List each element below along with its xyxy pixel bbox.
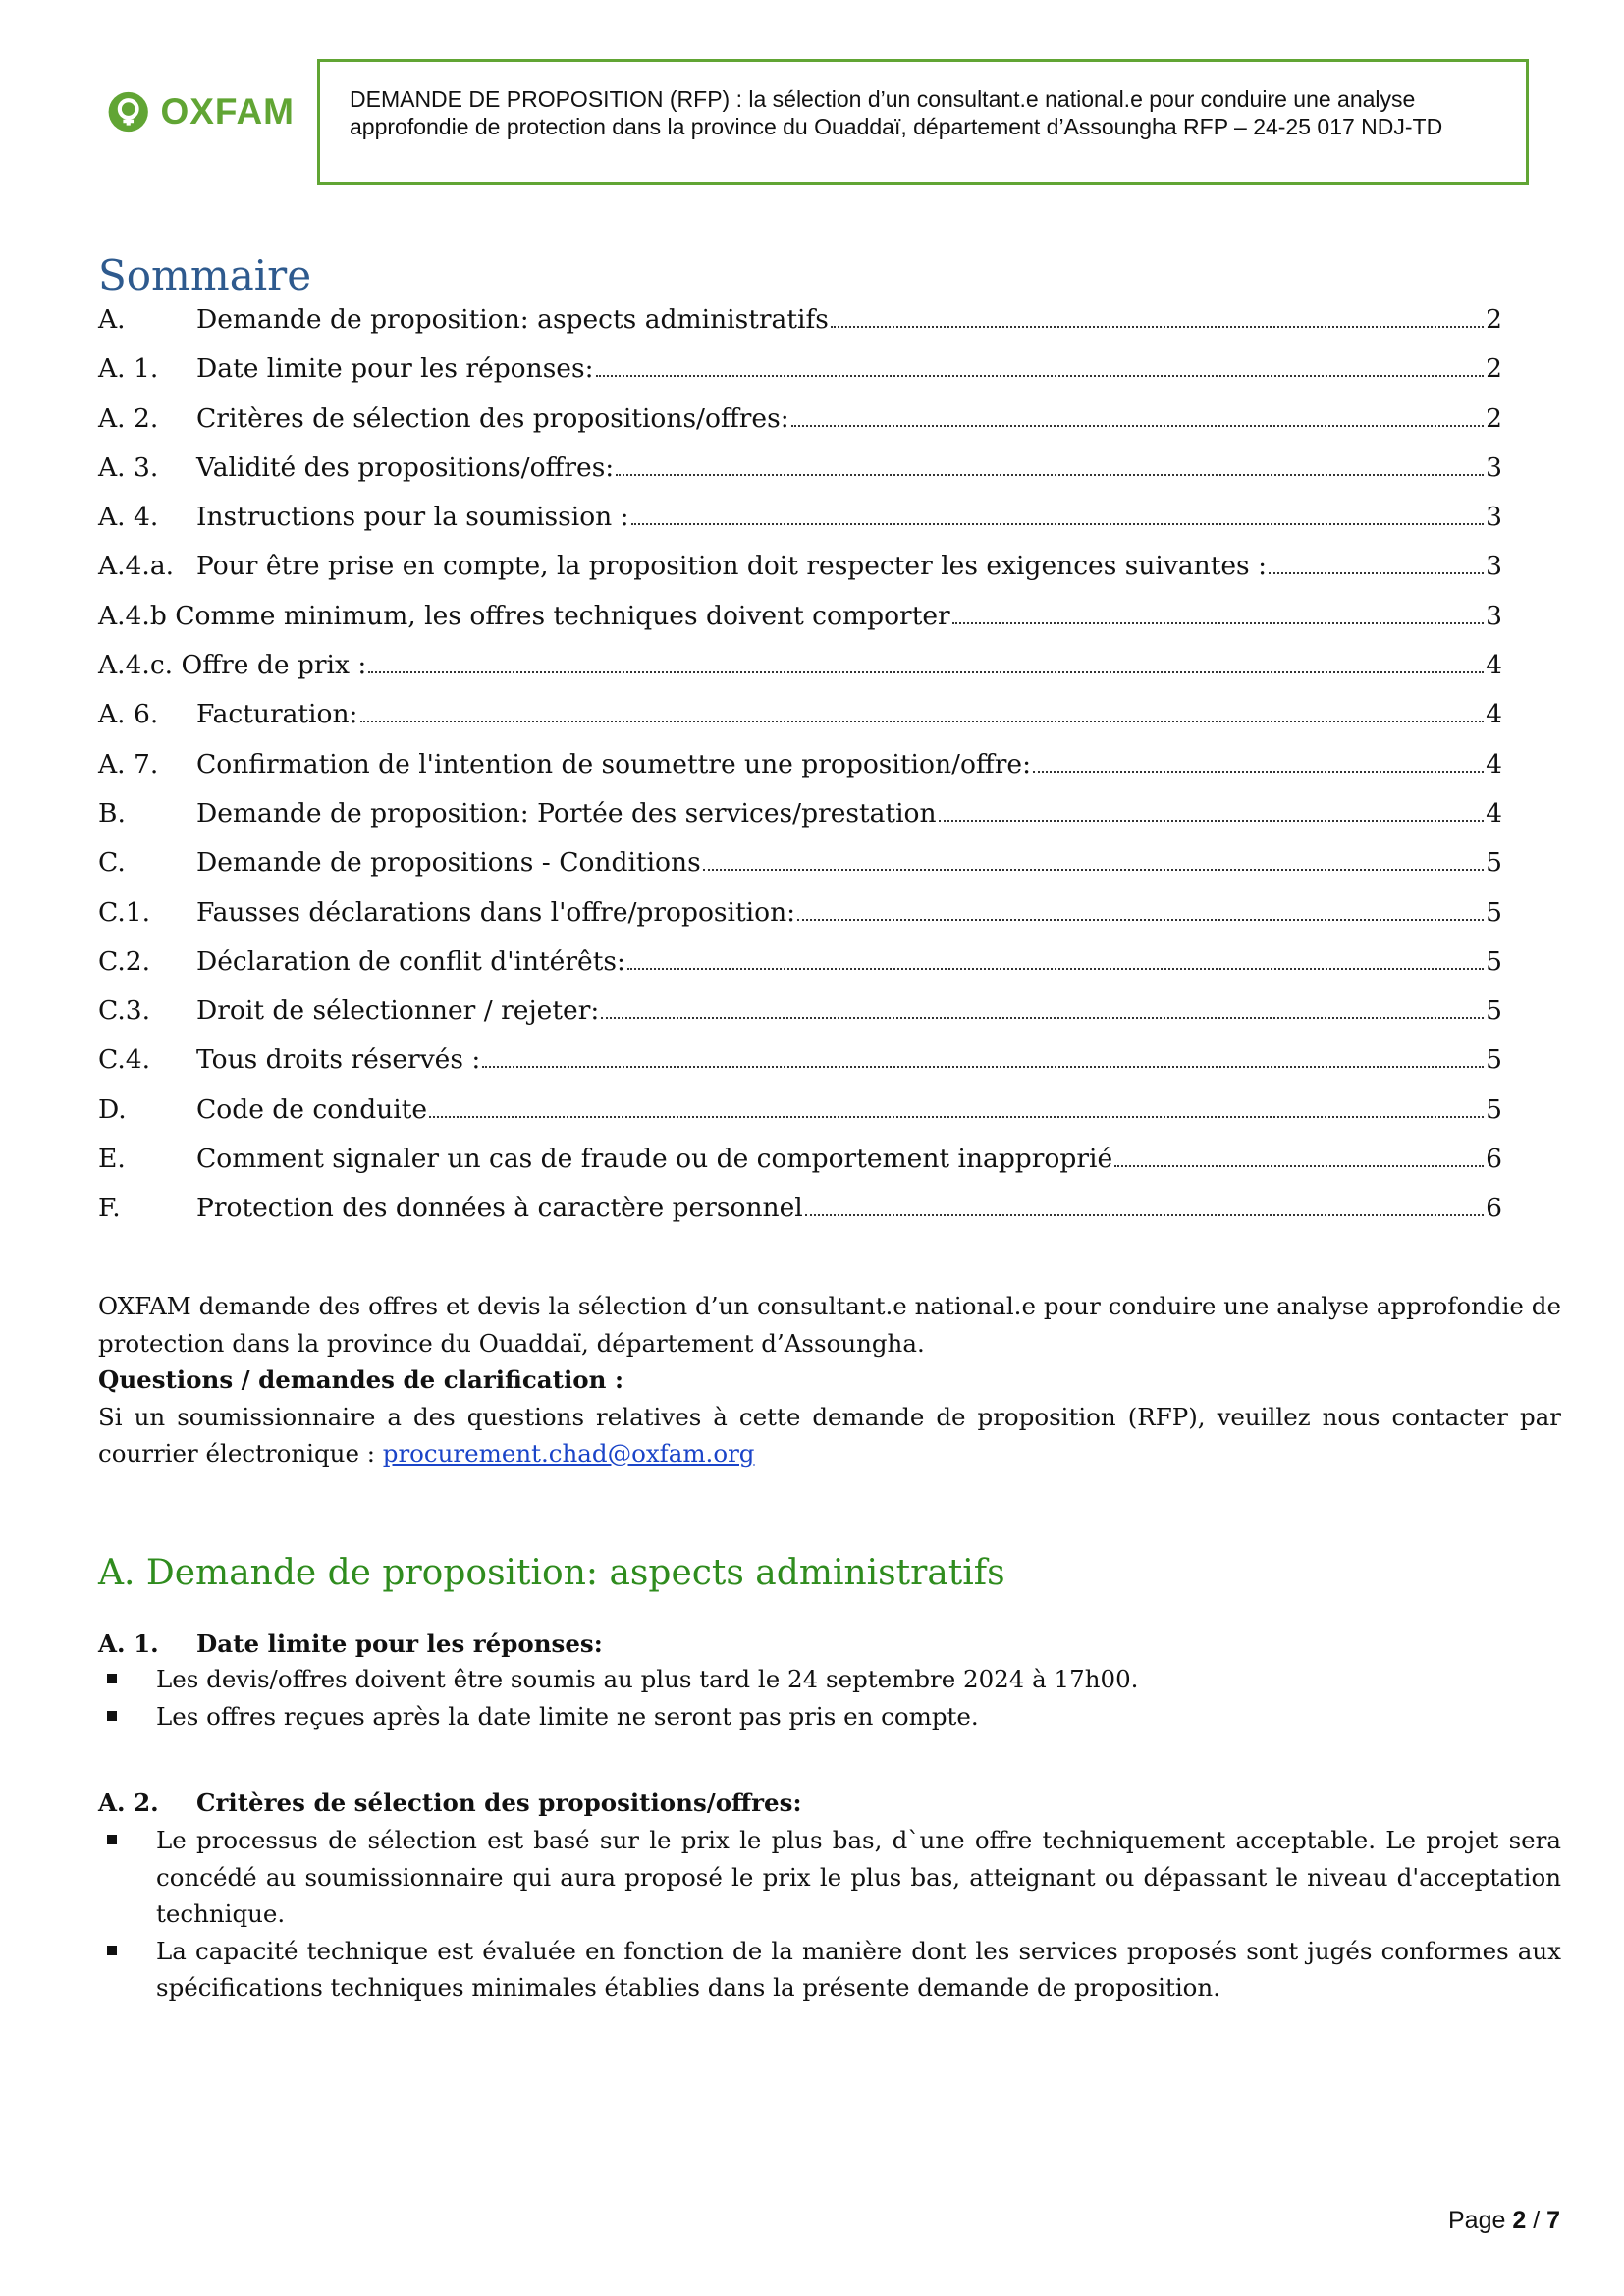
toc-entry[interactable] [98,897,1502,946]
toc-leader-dots [703,869,1484,871]
section-a2-bullets [98,1822,1561,2006]
toc-entry-label: Code de conduite [196,1094,428,1125]
toc-entry-number: A. 6. [98,699,159,730]
toc-entry[interactable] [98,601,1502,650]
document-header-title: DEMANDE DE PROPOSITION (RFP) : la sélection d’un consultant.e national.e pour conduire une analyse approfondie de protection dans la province du Ouaddaï, département d’Assoungha RFP – 24-25 017 NDJ-TD [350,86,1443,139]
toc-entry-number: C. [98,847,126,879]
email-link[interactable]: procurement.chad@oxfam.org [382,1439,755,1468]
toc-entry-label: Validité des propositions/offres: [196,452,615,483]
toc-entry-label: Demande de proposition: aspects administratifs [196,304,829,335]
toc-entry-label: Instructions pour la soumission : [196,502,629,533]
toc-leader-dots [791,425,1484,427]
toc-entry-page: 2 [1486,402,1502,434]
toc-entry[interactable] [98,699,1502,748]
toc-leader-dots [596,375,1485,377]
toc-entry-label: Facturation: [196,699,358,730]
toc-entry[interactable] [98,1144,1502,1193]
page-number [1448,2207,1560,2235]
toc-entry[interactable] [98,502,1502,551]
toc-leader-dots [805,1214,1484,1216]
toc-entry-page: 5 [1486,896,1502,928]
toc-leader-dots [368,671,1484,673]
toc-entry-label: Pour être prise en compte, la proposition doit respecter les exigences suivantes : [196,551,1268,582]
toc-entry-page: 4 [1486,797,1502,828]
toc-entry-page: 5 [1486,847,1502,879]
list-item [98,1933,1561,2006]
table-of-contents [98,304,1502,1243]
questions-heading: Questions / demandes de clarification : [98,1365,624,1394]
toc-entry-number: C.3. [98,995,151,1027]
toc-entry[interactable] [98,1193,1502,1242]
toc-entry-number: D. [98,1094,127,1125]
toc-entry-page: 5 [1486,945,1502,977]
toc-entry-page: 2 [1486,353,1502,385]
logo-wordmark: OXFAM [160,91,295,132]
toc-entry-number: C.4. [98,1044,151,1076]
toc-leader-dots [360,721,1485,722]
section-a2-heading [98,1789,801,1817]
toc-entry-number: A. [98,304,126,335]
toc-entry-number: F. [98,1193,121,1224]
toc-entry-label: Déclaration de conflit d'intérêts: [196,945,625,977]
toc-entry-page: 3 [1486,452,1502,483]
toc-entry-label: Comment signaler un cas de fraude ou de comportement inapproprié [196,1144,1113,1175]
toc-entry[interactable] [98,304,1502,353]
toc-entry-label: Droit de sélectionner / rejeter: [196,995,600,1027]
oxfam-logo-icon [108,78,148,146]
toc-entry-page: 4 [1486,699,1502,730]
questions-text: Si un soumissionnaire a des questions relatives à cette demande de proposition (RFP), veuillez nous contacter par courrier électronique : [98,1402,1561,1468]
toc-leader-dots [1033,771,1484,773]
toc-entry-label: Confirmation de l'intention de soumettre une proposition/offre: [196,748,1032,779]
toc-leader-dots [482,1066,1484,1068]
toc-entry-number: A. 3. [98,452,159,483]
toc-entry[interactable] [98,353,1502,402]
toc-entry-number: A. 2. [98,402,159,434]
toc-entry[interactable] [98,946,1502,995]
toc-entry-label: A.4.c. Offre de prix : [98,650,367,681]
bullet-text: Le processus de sélection est basé sur le prix le plus bas, d`une offre techniquement acceptable. Le projet sera concédé au soumissionnaire qui aura proposé le prix le plus bas, atteignant ou dépassant le niveau d'acceptation technique. [156,1826,1561,1928]
intro-block [98,1288,1561,1472]
toc-leader-dots [429,1116,1484,1118]
bullet-square-icon [107,1674,117,1683]
toc-entry-label: A.4.b Comme minimum, les offres techniques doivent comporter [98,600,950,631]
toc-leader-dots [631,523,1485,525]
toc-entry[interactable] [98,749,1502,798]
toc-entry-page: 6 [1486,1193,1502,1224]
page-current: 2 [1512,2207,1527,2234]
toc-entry[interactable] [98,1095,1502,1144]
intro-paragraph: OXFAM demande des offres et devis la sélection d’un consultant.e national.e pour conduire une analyse approfondie de protection dans la province du Ouaddaï, département d’Assoungha. [98,1292,1561,1358]
document-header-box [317,59,1529,185]
toc-title: Sommaire [98,251,312,299]
section-a1-number: A. 1. [98,1629,159,1658]
bullet-text: Les offres reçues après la date limite ne seront pas pris en compte. [156,1701,979,1731]
toc-entry-page: 5 [1486,995,1502,1027]
section-a1-title: Date limite pour les réponses: [196,1629,603,1658]
bullet-square-icon [107,1711,117,1721]
section-a1-heading [98,1629,603,1658]
toc-entry-number: E. [98,1144,126,1175]
toc-entry-label: Demande de propositions - Conditions [196,847,701,879]
toc-entry-label: Date limite pour les réponses: [196,353,594,385]
toc-leader-dots [831,326,1484,328]
toc-entry-page: 4 [1486,650,1502,681]
toc-entry-page: 4 [1486,748,1502,779]
page-separator: / [1533,2207,1541,2234]
toc-leader-dots [952,622,1484,624]
toc-entry[interactable] [98,403,1502,453]
toc-entry-page: 6 [1486,1144,1502,1175]
toc-entry-label: Demande de proposition: Portée des services/prestation [196,797,937,828]
bullet-square-icon [107,1946,117,1955]
toc-entry-page: 3 [1486,551,1502,582]
toc-entry[interactable] [98,453,1502,502]
toc-entry-page: 3 [1486,600,1502,631]
list-item [98,1822,1561,1933]
list-item [98,1661,1561,1698]
toc-entry-label: Protection des données à caractère personnel [196,1193,803,1224]
toc-entry-number: A.4.a. [98,551,175,582]
toc-entry[interactable] [98,650,1502,699]
toc-leader-dots [797,919,1484,921]
toc-entry[interactable] [98,1044,1502,1094]
toc-leader-dots [616,474,1484,476]
section-a2-title: Critères de sélection des propositions/offres: [196,1789,802,1817]
toc-entry-number: B. [98,797,126,828]
section-a1-bullets [98,1661,1561,1735]
page-label: Page [1448,2207,1506,2234]
toc-leader-dots [627,968,1484,970]
toc-entry-number: C.2. [98,945,151,977]
oxfam-logo [108,77,295,147]
toc-entry[interactable] [98,847,1502,896]
bullet-text: Les devis/offres doivent être soumis au plus tard le 24 septembre 2024 à 17h00. [156,1665,1139,1693]
bullet-text: La capacité technique est évaluée en fonction de la manière dont les services proposés sont jugés conformes aux spécifications techniques minimales établies dans la présente demande de proposition. [156,1936,1561,2002]
list-item [98,1698,1561,1735]
page-total: 7 [1546,2207,1561,2234]
toc-leader-dots [1269,572,1484,574]
toc-entry-number: A. 1. [98,353,159,385]
toc-entry[interactable] [98,551,1502,600]
toc-entry[interactable] [98,798,1502,847]
toc-entry-number: C.1. [98,896,151,928]
toc-entry-page: 3 [1486,502,1502,533]
toc-leader-dots [939,820,1485,822]
toc-entry-page: 2 [1486,304,1502,335]
toc-entry-page: 5 [1486,1044,1502,1076]
toc-entry-number: A. 4. [98,502,159,533]
toc-leader-dots [1114,1165,1484,1167]
toc-entry-label: Critères de sélection des propositions/offres: [196,402,789,434]
toc-leader-dots [601,1017,1484,1019]
section-a2-number: A. 2. [98,1789,159,1817]
section-a-heading: A. Demande de proposition: aspects administratifs [98,1553,1005,1593]
toc-entry-page: 5 [1486,1094,1502,1125]
bullet-square-icon [107,1835,117,1844]
toc-entry[interactable] [98,995,1502,1044]
questions-paragraph [98,1399,1561,1472]
toc-entry-label: Tous droits réservés : [196,1044,481,1076]
toc-entry-number: A. 7. [98,748,159,779]
toc-entry-label: Fausses déclarations dans l'offre/proposition: [196,896,796,928]
